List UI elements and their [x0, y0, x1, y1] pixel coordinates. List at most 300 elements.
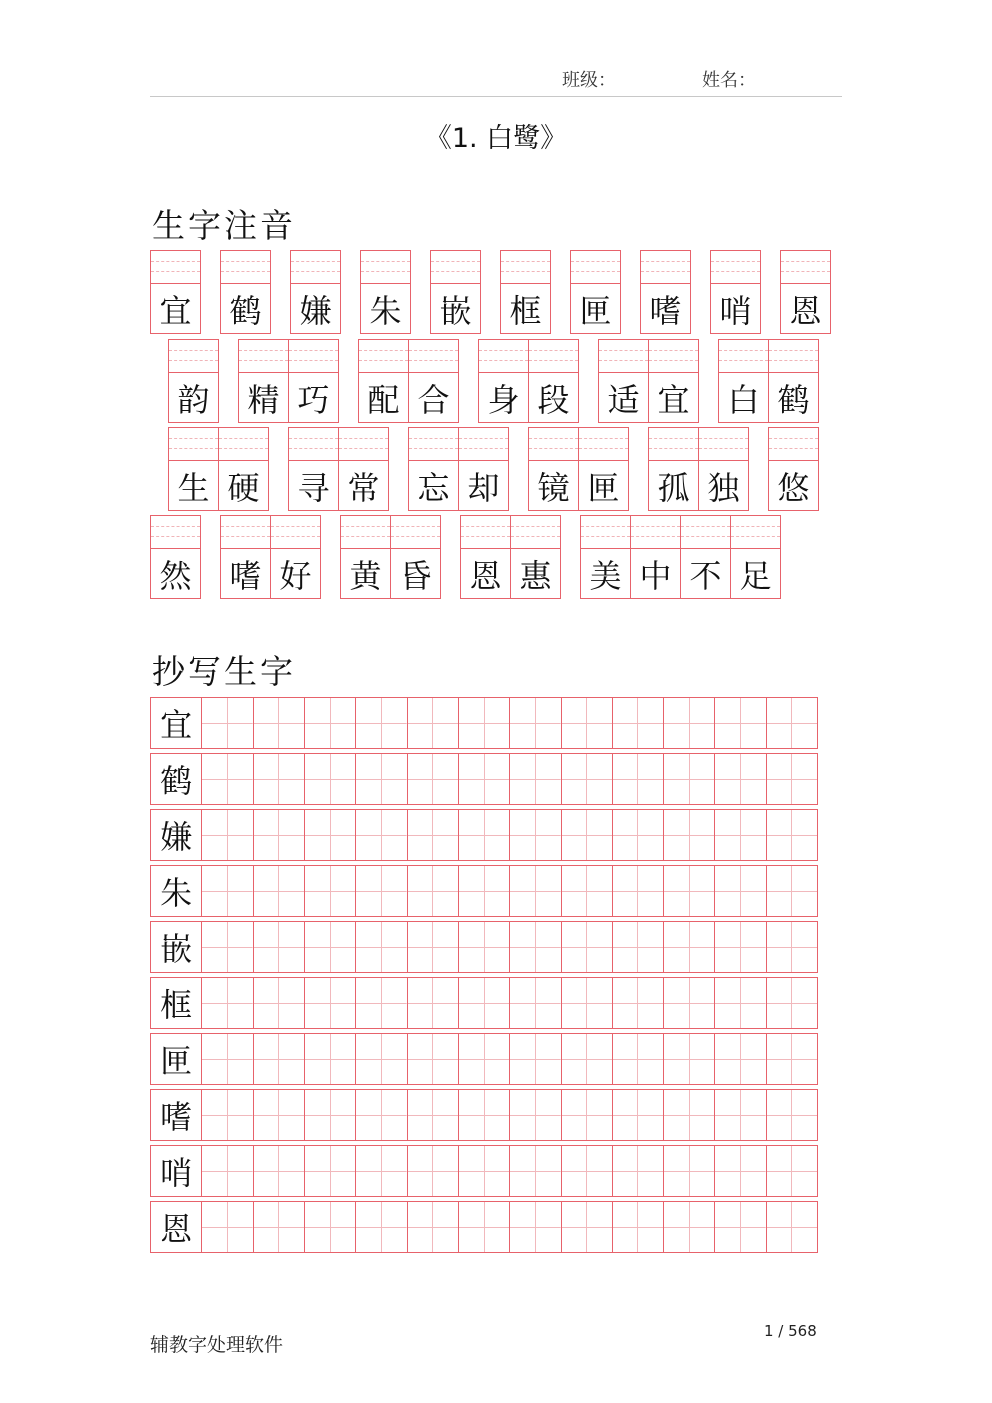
hanzi-character: 足: [739, 556, 772, 595]
pinyin-cell: [168, 427, 219, 511]
practice-cell[interactable]: [612, 1090, 663, 1140]
word-group: [570, 250, 621, 334]
word-group: [780, 250, 831, 334]
practice-cell[interactable]: [509, 978, 560, 1028]
practice-cell[interactable]: [253, 810, 304, 860]
hanzi-character: 身: [487, 380, 520, 419]
practice-cell[interactable]: [612, 978, 663, 1028]
hanzi-character: 精: [247, 380, 280, 419]
model-character: 宜: [160, 706, 193, 744]
hanzi-character: 美: [589, 556, 622, 595]
practice-cell[interactable]: [304, 1146, 355, 1196]
practice-cell[interactable]: [253, 754, 304, 804]
pinyin-cell: [718, 339, 769, 423]
practice-cell[interactable]: [407, 866, 458, 916]
pinyin-writing-box[interactable]: [359, 340, 408, 373]
hanzi-character: 生: [177, 468, 210, 507]
practice-cell[interactable]: [714, 1034, 765, 1084]
practice-cell[interactable]: [201, 810, 252, 860]
pinyin-writing-box[interactable]: [219, 428, 268, 461]
practice-cell[interactable]: [201, 754, 252, 804]
hanzi-character: 鹤: [777, 380, 810, 419]
footer-software-name: 辅教字处理软件: [150, 1334, 284, 1356]
practice-cell[interactable]: [612, 922, 663, 972]
practice-cell[interactable]: [253, 1202, 304, 1252]
pinyin-writing-box[interactable]: [719, 340, 768, 373]
pinyin-writing-box[interactable]: [239, 340, 288, 373]
copy-row: [150, 1145, 818, 1197]
pinyin-writing-box[interactable]: [151, 251, 200, 284]
practice-cell[interactable]: [458, 1034, 509, 1084]
class-label: 班级：: [562, 70, 616, 91]
pinyin-cell: [579, 427, 629, 511]
practice-cell[interactable]: [714, 1202, 765, 1252]
pinyin-cell: [649, 339, 699, 423]
pinyin-cell: [150, 250, 201, 334]
practice-cell[interactable]: [458, 1202, 509, 1252]
pinyin-cell: [528, 427, 579, 511]
hanzi-character: 段: [537, 380, 570, 419]
practice-cell[interactable]: [509, 810, 560, 860]
section-title-copy: 抄写生字: [152, 652, 296, 691]
practice-cell[interactable]: [561, 1034, 612, 1084]
practice-cell[interactable]: [304, 1090, 355, 1140]
practice-cell[interactable]: [407, 1034, 458, 1084]
practice-cell[interactable]: [714, 698, 765, 748]
pinyin-cell: [681, 515, 731, 599]
practice-cell[interactable]: [509, 866, 560, 916]
pinyin-writing-box[interactable]: [409, 428, 458, 461]
pinyin-cell: [360, 250, 411, 334]
model-character: 嫌: [160, 818, 193, 856]
pinyin-writing-box[interactable]: [501, 251, 550, 284]
practice-cell[interactable]: [663, 698, 714, 748]
practice-cell[interactable]: [407, 810, 458, 860]
practice-cell[interactable]: [509, 754, 560, 804]
word-group: [360, 250, 411, 334]
word-group: [168, 339, 219, 423]
practice-cell[interactable]: [407, 922, 458, 972]
hanzi-character: 匣: [587, 468, 620, 507]
hanzi-character: 白: [727, 380, 760, 419]
word-group: [290, 250, 341, 334]
hanzi-character: 匣: [579, 291, 612, 330]
word-group: [478, 339, 579, 423]
pinyin-writing-box[interactable]: [511, 516, 560, 549]
practice-cell[interactable]: [304, 1202, 355, 1252]
pinyin-writing-box[interactable]: [151, 516, 200, 549]
copy-row: [150, 809, 818, 861]
practice-cell[interactable]: [714, 866, 765, 916]
practice-cell[interactable]: [561, 978, 612, 1028]
model-character: 嗜: [160, 1098, 193, 1136]
pinyin-writing-box[interactable]: [681, 516, 730, 549]
pinyin-cell: [290, 250, 341, 334]
pinyin-cell: [271, 515, 321, 599]
pinyin-writing-box[interactable]: [461, 516, 510, 549]
pinyin-cell: [478, 339, 529, 423]
practice-cell[interactable]: [663, 754, 714, 804]
pinyin-cell: [168, 339, 219, 423]
hanzi-character: 嗜: [649, 291, 682, 330]
practice-cell[interactable]: [509, 922, 560, 972]
word-group: [768, 427, 819, 511]
practice-cell[interactable]: [714, 754, 765, 804]
practice-cell[interactable]: [458, 978, 509, 1028]
hanzi-character: 嗜: [229, 556, 262, 595]
word-group: [710, 250, 761, 334]
practice-cell[interactable]: [407, 754, 458, 804]
practice-cell[interactable]: [253, 1090, 304, 1140]
copy-row: [150, 1201, 818, 1253]
hanzi-character: 配: [367, 380, 400, 419]
practice-cell[interactable]: [304, 978, 355, 1028]
practice-cell[interactable]: [304, 754, 355, 804]
practice-cell[interactable]: [561, 1090, 612, 1140]
pinyin-writing-box[interactable]: [571, 251, 620, 284]
practice-cell[interactable]: [612, 1202, 663, 1252]
practice-cell[interactable]: [612, 1146, 663, 1196]
pinyin-writing-box[interactable]: [581, 516, 630, 549]
practice-cell[interactable]: [304, 698, 355, 748]
word-group: [150, 515, 201, 599]
pinyin-cell: [648, 427, 699, 511]
pinyin-cell: [731, 515, 781, 599]
practice-cell[interactable]: [612, 1034, 663, 1084]
practice-cell[interactable]: [407, 978, 458, 1028]
practice-cell[interactable]: [612, 866, 663, 916]
practice-cell[interactable]: [663, 1146, 714, 1196]
practice-cell[interactable]: [304, 810, 355, 860]
practice-cell[interactable]: [714, 1090, 765, 1140]
pinyin-cell: [529, 339, 579, 423]
pinyin-cell: [358, 339, 409, 423]
word-group: [580, 515, 781, 599]
model-character: 哨: [160, 1154, 193, 1192]
practice-cell[interactable]: [663, 866, 714, 916]
model-character: 恩: [160, 1210, 193, 1248]
practice-cell[interactable]: [201, 1202, 252, 1252]
hanzi-character: 恩: [789, 291, 822, 330]
practice-cell[interactable]: [509, 698, 560, 748]
practice-cell[interactable]: [561, 922, 612, 972]
pinyin-writing-box[interactable]: [221, 251, 270, 284]
practice-cell[interactable]: [663, 1090, 714, 1140]
word-group: [640, 250, 691, 334]
pinyin-writing-box[interactable]: [221, 516, 270, 549]
practice-cell[interactable]: [663, 810, 714, 860]
practice-cell[interactable]: [201, 1146, 252, 1196]
hanzi-character: 哨: [719, 291, 752, 330]
hanzi-character: 鹤: [229, 291, 262, 330]
hanzi-character: 忘: [417, 468, 450, 507]
practice-cell[interactable]: [355, 978, 406, 1028]
word-group: [150, 250, 201, 334]
word-group: [430, 250, 481, 334]
hanzi-character: 好: [279, 556, 312, 595]
practice-cell[interactable]: [304, 866, 355, 916]
hanzi-character: 黄: [349, 556, 382, 595]
practice-cell[interactable]: [253, 866, 304, 916]
pinyin-cell: [710, 250, 761, 334]
pinyin-writing-box[interactable]: [631, 516, 680, 549]
practice-cell[interactable]: [509, 1202, 560, 1252]
pinyin-writing-box[interactable]: [781, 251, 830, 284]
practice-cell[interactable]: [355, 1090, 406, 1140]
word-group: [238, 339, 339, 423]
copy-row: [150, 977, 818, 1029]
practice-cell[interactable]: [355, 1034, 406, 1084]
pinyin-cell: [631, 515, 681, 599]
practice-cell[interactable]: [714, 978, 765, 1028]
practice-cell[interactable]: [509, 1034, 560, 1084]
word-group: [340, 515, 441, 599]
practice-cell[interactable]: [458, 1146, 509, 1196]
pinyin-cell: [511, 515, 561, 599]
pinyin-cell: [699, 427, 749, 511]
word-group: [288, 427, 389, 511]
pinyin-writing-box[interactable]: [289, 428, 338, 461]
practice-cell[interactable]: [458, 754, 509, 804]
practice-cell[interactable]: [253, 1034, 304, 1084]
pinyin-writing-box[interactable]: [529, 340, 578, 373]
practice-cell[interactable]: [201, 922, 252, 972]
word-group: [598, 339, 699, 423]
practice-cell[interactable]: [714, 922, 765, 972]
hanzi-character: 惠: [519, 556, 552, 595]
model-character: 框: [160, 986, 193, 1024]
practice-cell[interactable]: [355, 698, 406, 748]
practice-cell[interactable]: [561, 866, 612, 916]
model-character: 嵌: [160, 930, 193, 968]
section-title-pinyin: 生字注音: [152, 206, 296, 245]
practice-cell[interactable]: [201, 698, 252, 748]
hanzi-character: 宜: [159, 291, 192, 330]
practice-cell[interactable]: [253, 1146, 304, 1196]
practice-cell[interactable]: [766, 810, 817, 860]
hanzi-character: 宜: [657, 380, 690, 419]
hanzi-character: 昏: [399, 556, 432, 595]
hanzi-character: 寻: [297, 468, 330, 507]
pinyin-writing-box[interactable]: [431, 251, 480, 284]
pinyin-cell: [430, 250, 481, 334]
pinyin-writing-box[interactable]: [409, 340, 458, 373]
practice-cell[interactable]: [253, 978, 304, 1028]
practice-cell[interactable]: [612, 810, 663, 860]
pinyin-writing-box[interactable]: [579, 428, 628, 461]
pinyin-cell: [408, 427, 459, 511]
practice-cell[interactable]: [714, 810, 765, 860]
model-character: 朱: [160, 874, 193, 912]
pinyin-cell: [769, 339, 819, 423]
pinyin-cell: [220, 515, 271, 599]
practice-cell[interactable]: [663, 978, 714, 1028]
pinyin-cell: [340, 515, 391, 599]
practice-cell[interactable]: [766, 698, 817, 748]
model-character: 鹤: [160, 762, 193, 800]
hanzi-character: 孤: [657, 468, 690, 507]
practice-cell[interactable]: [355, 866, 406, 916]
practice-cell[interactable]: [561, 1202, 612, 1252]
practice-cell[interactable]: [458, 698, 509, 748]
copy-row: [150, 753, 818, 805]
hanzi-character: 独: [707, 468, 740, 507]
pinyin-cell: [409, 339, 459, 423]
practice-cell[interactable]: [509, 1146, 560, 1196]
pinyin-writing-box[interactable]: [529, 428, 578, 461]
pinyin-cell: [780, 250, 831, 334]
practice-cell[interactable]: [355, 922, 406, 972]
hanzi-character: 却: [467, 468, 500, 507]
copy-row: [150, 697, 818, 749]
practice-cell[interactable]: [458, 866, 509, 916]
copy-row: [150, 921, 818, 973]
practice-cell[interactable]: [766, 1090, 817, 1140]
header-divider: [150, 96, 842, 97]
pinyin-writing-box[interactable]: [479, 340, 528, 373]
pinyin-writing-box[interactable]: [289, 340, 338, 373]
word-group: [718, 339, 819, 423]
model-character: 匣: [160, 1042, 193, 1080]
pinyin-writing-box[interactable]: [769, 428, 818, 461]
copy-row: [150, 1033, 818, 1085]
hanzi-character: 然: [159, 556, 192, 595]
practice-cell[interactable]: [304, 1034, 355, 1084]
practice-cell[interactable]: [458, 810, 509, 860]
pinyin-writing-box[interactable]: [649, 428, 698, 461]
practice-cell[interactable]: [766, 1146, 817, 1196]
practice-cell[interactable]: [766, 922, 817, 972]
pinyin-writing-box[interactable]: [459, 428, 508, 461]
page-title: 《1. 白鹭》: [424, 123, 568, 154]
practice-cell[interactable]: [766, 866, 817, 916]
practice-cell[interactable]: [407, 698, 458, 748]
pinyin-writing-box[interactable]: [341, 516, 390, 549]
practice-cell[interactable]: [355, 810, 406, 860]
practice-cell[interactable]: [201, 978, 252, 1028]
pinyin-cell: [500, 250, 551, 334]
pinyin-cell: [150, 515, 201, 599]
pinyin-cell: [570, 250, 621, 334]
practice-cell[interactable]: [458, 1090, 509, 1140]
pinyin-writing-box[interactable]: [169, 340, 218, 373]
practice-cell[interactable]: [766, 754, 817, 804]
hanzi-character: 巧: [297, 380, 330, 419]
practice-cell[interactable]: [407, 1090, 458, 1140]
hanzi-character: 朱: [369, 291, 402, 330]
practice-cell[interactable]: [355, 754, 406, 804]
pinyin-writing-box[interactable]: [649, 340, 698, 373]
practice-cell[interactable]: [612, 754, 663, 804]
word-group: [648, 427, 749, 511]
hanzi-character: 常: [347, 468, 380, 507]
practice-cell[interactable]: [355, 1202, 406, 1252]
pinyin-writing-box[interactable]: [271, 516, 320, 549]
hanzi-character: 适: [607, 380, 640, 419]
practice-cell[interactable]: [663, 1202, 714, 1252]
practice-cell[interactable]: [355, 1146, 406, 1196]
pinyin-cell: [219, 427, 269, 511]
practice-cell[interactable]: [561, 810, 612, 860]
pinyin-cell: [460, 515, 511, 599]
practice-cell[interactable]: [253, 698, 304, 748]
hanzi-character: 框: [509, 291, 542, 330]
pinyin-cell: [640, 250, 691, 334]
name-label: 姓名：: [702, 70, 756, 91]
hanzi-character: 韵: [177, 380, 210, 419]
practice-cell[interactable]: [561, 698, 612, 748]
pinyin-cell: [580, 515, 631, 599]
practice-cell[interactable]: [766, 1202, 817, 1252]
pinyin-writing-box[interactable]: [769, 340, 818, 373]
practice-cell[interactable]: [561, 1146, 612, 1196]
pinyin-writing-box[interactable]: [731, 516, 780, 549]
practice-cell[interactable]: [663, 1034, 714, 1084]
word-group: [220, 250, 271, 334]
practice-cell[interactable]: [201, 1034, 252, 1084]
practice-cell[interactable]: [407, 1146, 458, 1196]
practice-cell[interactable]: [458, 922, 509, 972]
pinyin-cell: [339, 427, 389, 511]
pinyin-writing-box[interactable]: [361, 251, 410, 284]
practice-cell[interactable]: [201, 866, 252, 916]
pinyin-writing-box[interactable]: [291, 251, 340, 284]
practice-cell[interactable]: [766, 1034, 817, 1084]
hanzi-character: 合: [417, 380, 450, 419]
practice-cell[interactable]: [304, 922, 355, 972]
pinyin-writing-box[interactable]: [699, 428, 748, 461]
pinyin-cell: [459, 427, 509, 511]
pinyin-cell: [288, 427, 339, 511]
hanzi-character: 镜: [537, 468, 570, 507]
hanzi-character: 硬: [227, 468, 260, 507]
practice-cell[interactable]: [253, 922, 304, 972]
page-number: 1 / 568: [764, 1322, 817, 1340]
pinyin-cell: [220, 250, 271, 334]
pinyin-writing-box[interactable]: [711, 251, 760, 284]
word-group: [358, 339, 459, 423]
pinyin-writing-box[interactable]: [169, 428, 218, 461]
practice-cell[interactable]: [509, 1090, 560, 1140]
pinyin-cell: [598, 339, 649, 423]
pinyin-writing-box[interactable]: [339, 428, 388, 461]
word-group: [168, 427, 269, 511]
word-group: [500, 250, 551, 334]
hanzi-character: 中: [639, 556, 672, 595]
word-group: [460, 515, 561, 599]
pinyin-writing-box[interactable]: [641, 251, 690, 284]
practice-cell[interactable]: [612, 698, 663, 748]
word-group: [528, 427, 629, 511]
practice-cell[interactable]: [714, 1146, 765, 1196]
hanzi-character: 不: [689, 556, 722, 595]
practice-cell[interactable]: [766, 978, 817, 1028]
practice-cell[interactable]: [201, 1090, 252, 1140]
practice-cell[interactable]: [561, 754, 612, 804]
pinyin-cell: [768, 427, 819, 511]
practice-cell[interactable]: [407, 1202, 458, 1252]
hanzi-character: 嫌: [299, 291, 332, 330]
hanzi-character: 恩: [469, 556, 502, 595]
practice-cell[interactable]: [663, 922, 714, 972]
copy-row: [150, 865, 818, 917]
pinyin-cell: [238, 339, 289, 423]
pinyin-writing-box[interactable]: [599, 340, 648, 373]
pinyin-writing-box[interactable]: [391, 516, 440, 549]
word-group: [220, 515, 321, 599]
copy-row: [150, 1089, 818, 1141]
pinyin-cell: [391, 515, 441, 599]
